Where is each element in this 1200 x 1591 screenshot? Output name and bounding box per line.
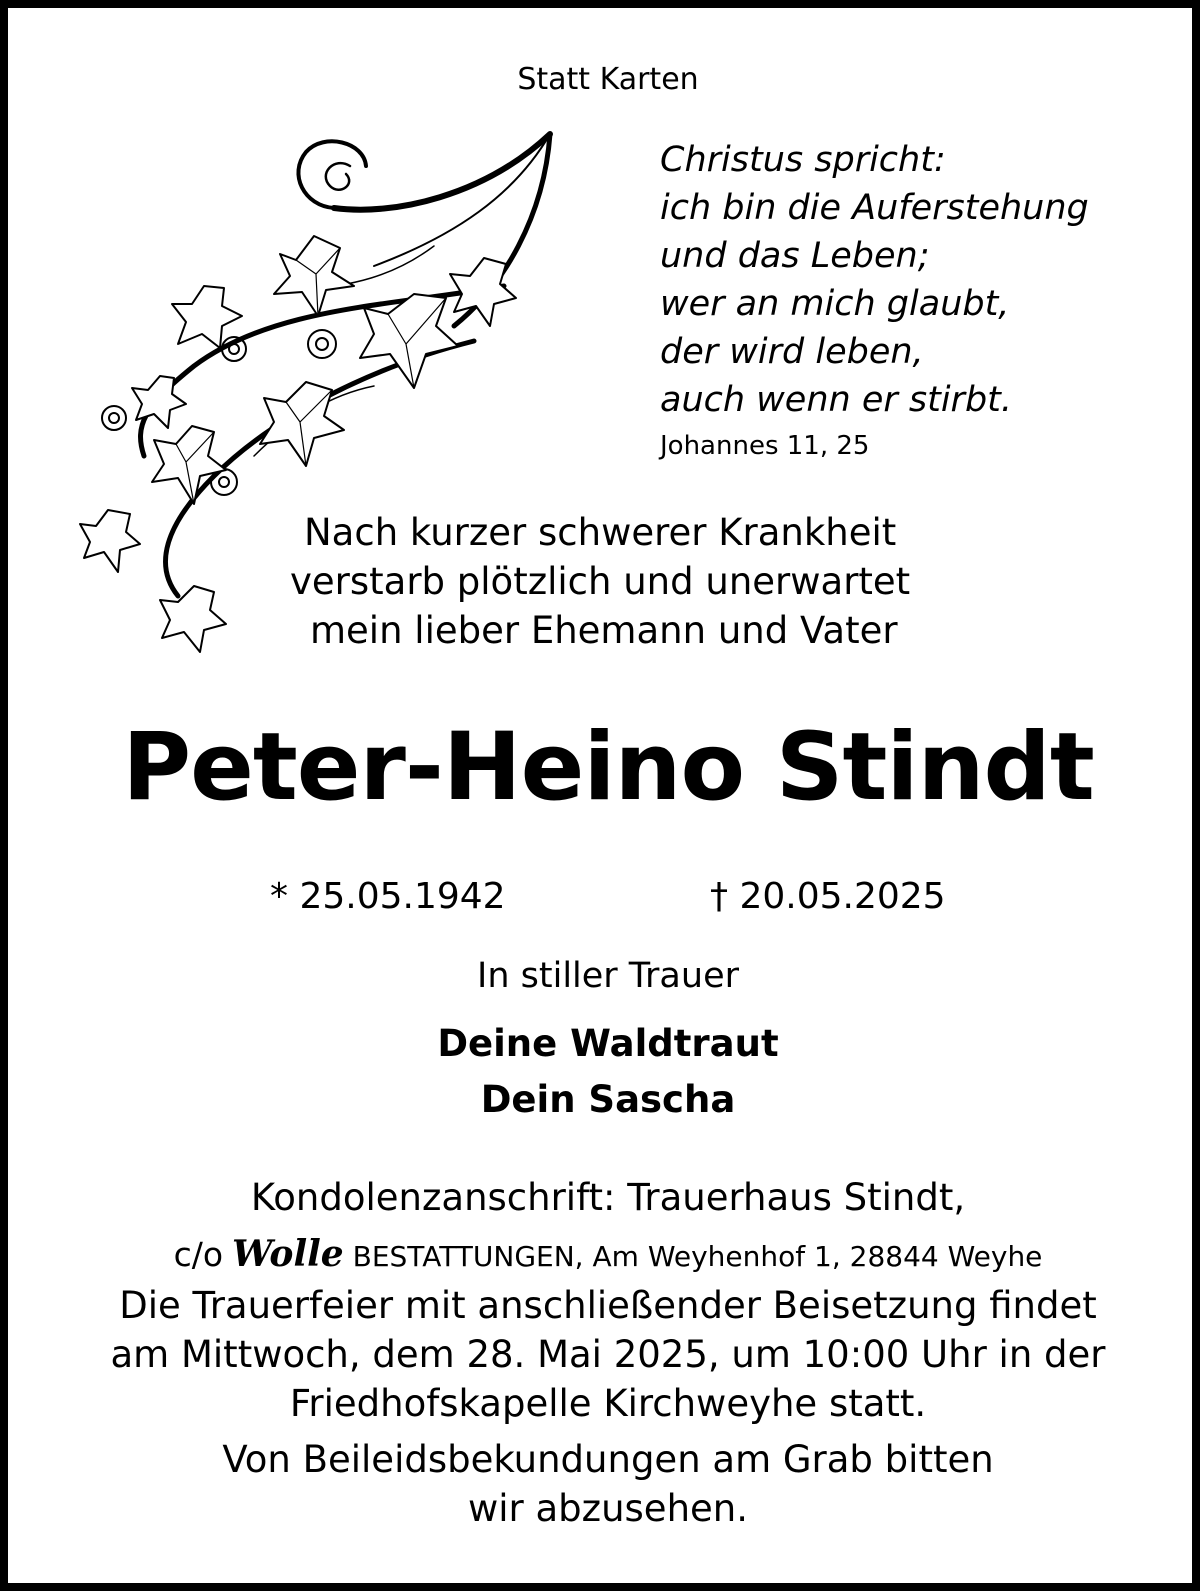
intro-line-2: verstarb plötzlich und unerwartet [290,560,911,603]
mourner-name: Deine Waldtraut [437,1022,779,1065]
mourning-intro: In stiller Trauer [477,956,739,996]
ceremony-line-3: Friedhofskapelle Kirchweyhe statt. [289,1382,927,1425]
intro-line-3: mein lieber Ehemann und Vater [310,609,898,652]
statt-karten-label: Statt Karten [517,62,699,97]
birth-date: * 25.05.1942 [270,876,506,917]
verse-line-4: wer an mich glaubt, [660,284,1010,324]
funeral-home-details: BESTATTUNGEN, Am Weyhenhof 1, 28844 Weyhe [352,1240,1043,1273]
mourner-name: Dein Sascha [480,1078,736,1121]
condolence-address: Kondolenzanschrift: Trauerhaus Stindt, [250,1176,966,1219]
verse-line-5: der wird leben, [660,332,924,372]
verse-line-6: auch wenn er stirbt. [660,380,1013,420]
intro-line-1: Nach kurzer schwerer Krankheit [304,511,897,554]
deceased-name: Peter-Heino Stindt [122,713,1094,822]
verse-line-2: ich bin die Auferstehung [660,188,1089,228]
care-of-label: c/o [173,1235,224,1274]
request-line-2: wir abzusehen. [467,1487,748,1530]
request-line-1: Von Beileidsbekundungen am Grab bitten [222,1438,994,1481]
funeral-home-address [8,1233,1200,1275]
verse-line-3: und das Leben; [660,236,930,276]
verse-reference: Johannes 11, 25 [660,431,870,461]
ceremony-line-2: am Mittwoch, dem 28. Mai 2025, um 10:00 Uhr in der [110,1333,1106,1376]
ceremony-line-1: Die Trauerfeier mit anschließender Beisetzung findet [119,1284,1097,1327]
funeral-home-logo: Wolle [231,1233,344,1275]
death-date: † 20.05.2025 [710,876,946,917]
verse-line-1: Christus spricht: [660,140,946,180]
